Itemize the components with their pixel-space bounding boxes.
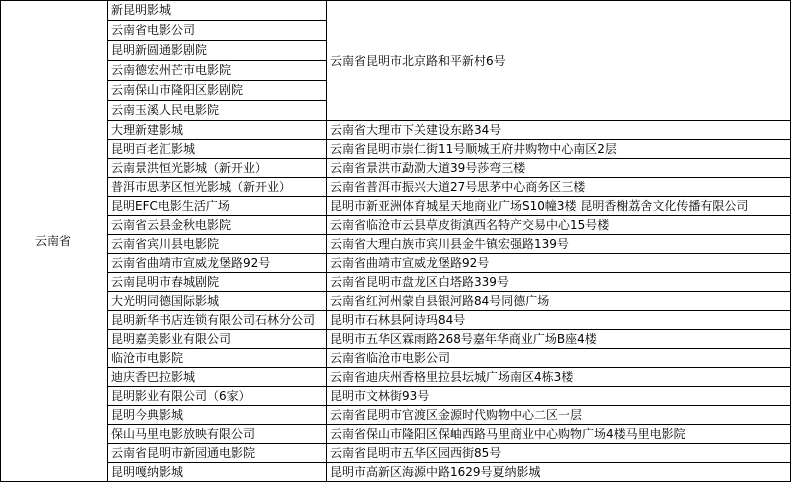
cinema-address-cell[interactable]: 云南省昆明市崇仁街11号顺城王府井购物中心南区2层: [327, 140, 791, 159]
table-row: [1, 349, 791, 368]
cinema-address-cell[interactable]: 云南省曲靖市宣威龙堡路92号: [327, 254, 791, 273]
cinema-address-cell[interactable]: 云南省大理白族市宾川县金牛镇宏强路139号: [327, 235, 791, 254]
table-row: [1, 311, 791, 330]
table-row: [1, 140, 791, 159]
cinema-address-cell[interactable]: 昆明市新亚洲体育城星天地商业广场S10幢3楼 昆明香榭荔舍文化传播有限公司: [327, 197, 791, 216]
cinema-name-cell[interactable]: 云南昆明市春城剧院: [108, 273, 327, 292]
cinema-name-cell[interactable]: 云南玉溪人民电影院: [108, 101, 327, 121]
table-row: [1, 216, 791, 235]
province-cell[interactable]: 云南省: [1, 1, 108, 482]
table-row: [1, 273, 791, 292]
cinema-address-cell[interactable]: 昆明市石林县阿诗玛84号: [327, 311, 791, 330]
cinema-address-cell[interactable]: 云南省红河州蒙自县银河路84号同德广场: [327, 292, 791, 311]
table-row: [1, 425, 791, 444]
table-row: [1, 235, 791, 254]
table-row: [1, 406, 791, 425]
cinema-name-cell[interactable]: 昆明影业有限公司（6家）: [108, 387, 327, 406]
table-row: [1, 178, 791, 197]
cinema-name-cell[interactable]: 昆明EFC电影生活广场: [108, 197, 327, 216]
table-row: [1, 330, 791, 349]
cinema-address-cell[interactable]: 云南省昆明市北京路和平新村6号: [327, 1, 791, 121]
cinema-address-cell[interactable]: 云南省景洪市勐泐大道39号莎弯三楼: [327, 159, 791, 178]
table-row: [1, 159, 791, 178]
cinema-name-cell[interactable]: 云南省曲靖市宣威龙堡路92号: [108, 254, 327, 273]
cinema-name-cell[interactable]: 新昆明影城: [108, 1, 327, 21]
table-row: [1, 292, 791, 311]
cinema-name-cell[interactable]: 云南保山市隆阳区影剧院: [108, 81, 327, 101]
table-row: [1, 368, 791, 387]
cinema-address-cell[interactable]: 云南省迪庆州香格里拉县坛城广场南区4栋3楼: [327, 368, 791, 387]
cinema-name-cell[interactable]: 昆明新华书店连锁有限公司石林分公司: [108, 311, 327, 330]
cinema-address-cell[interactable]: 云南省大理市下关建设东路34号: [327, 121, 791, 140]
cinema-address-cell[interactable]: 云南省昆明市五华区园西街85号: [327, 444, 791, 463]
cinema-name-cell[interactable]: 昆明新圆通影剧院: [108, 41, 327, 61]
cinema-address-cell[interactable]: 云南省临沧市电影公司: [327, 349, 791, 368]
cinema-name-cell[interactable]: 临沧市电影院: [108, 349, 327, 368]
cinema-address-cell[interactable]: 昆明市高新区海源中路1629号夏纳影城: [327, 463, 791, 482]
cinema-name-cell[interactable]: 云南省电影公司: [108, 21, 327, 41]
table-row: [1, 444, 791, 463]
cinema-address-cell[interactable]: 云南省临沧市云县草皮街滇西名特产交易中心15号楼: [327, 216, 791, 235]
cinema-name-cell[interactable]: 大光明同德国际影城: [108, 292, 327, 311]
table-row: [1, 121, 791, 140]
cinema-name-cell[interactable]: 普洱市思茅区恒光影城（新开业）: [108, 178, 327, 197]
table-row: [1, 197, 791, 216]
cinema-table-body: [1, 1, 791, 482]
cinema-name-cell[interactable]: 保山马里电影放映有限公司: [108, 425, 327, 444]
cinema-name-cell[interactable]: 昆明嘎纳影城: [108, 463, 327, 482]
cinema-name-cell[interactable]: 大理新建影城: [108, 121, 327, 140]
cinema-address-cell[interactable]: 云南省保山市隆阳区保岫西路马里商业中心购物广场4楼马里电影院: [327, 425, 791, 444]
cinema-name-cell[interactable]: 云南省云县金秋电影院: [108, 216, 327, 235]
cinema-name-cell[interactable]: 云南德宏州芒市电影院: [108, 61, 327, 81]
cinema-address-cell[interactable]: 昆明市五华区霖雨路268号嘉年华商业广场B座4楼: [327, 330, 791, 349]
table-row: [1, 1, 791, 21]
cinema-address-cell[interactable]: 云南省昆明市盘龙区白塔路339号: [327, 273, 791, 292]
cinema-name-cell[interactable]: 云南省宾川县电影院: [108, 235, 327, 254]
table-row: [1, 387, 791, 406]
cinema-name-cell[interactable]: 昆明百老汇影城: [108, 140, 327, 159]
cinema-address-cell[interactable]: 昆明市文林街93号: [327, 387, 791, 406]
cinema-address-cell[interactable]: 云南省昆明市官渡区金源时代购物中心二区一层: [327, 406, 791, 425]
cinema-address-cell[interactable]: 云南省普洱市振兴大道27号思茅中心商务区三楼: [327, 178, 791, 197]
cinema-name-cell[interactable]: 云南景洪恒光影城（新开业）: [108, 159, 327, 178]
cinema-name-cell[interactable]: 昆明今典影城: [108, 406, 327, 425]
cinema-name-cell[interactable]: 云南省昆明市新园通电影院: [108, 444, 327, 463]
table-row: [1, 254, 791, 273]
cinema-name-cell[interactable]: 迪庆香巴拉影城: [108, 368, 327, 387]
cinema-name-cell[interactable]: 昆明嘉美影业有限公司: [108, 330, 327, 349]
